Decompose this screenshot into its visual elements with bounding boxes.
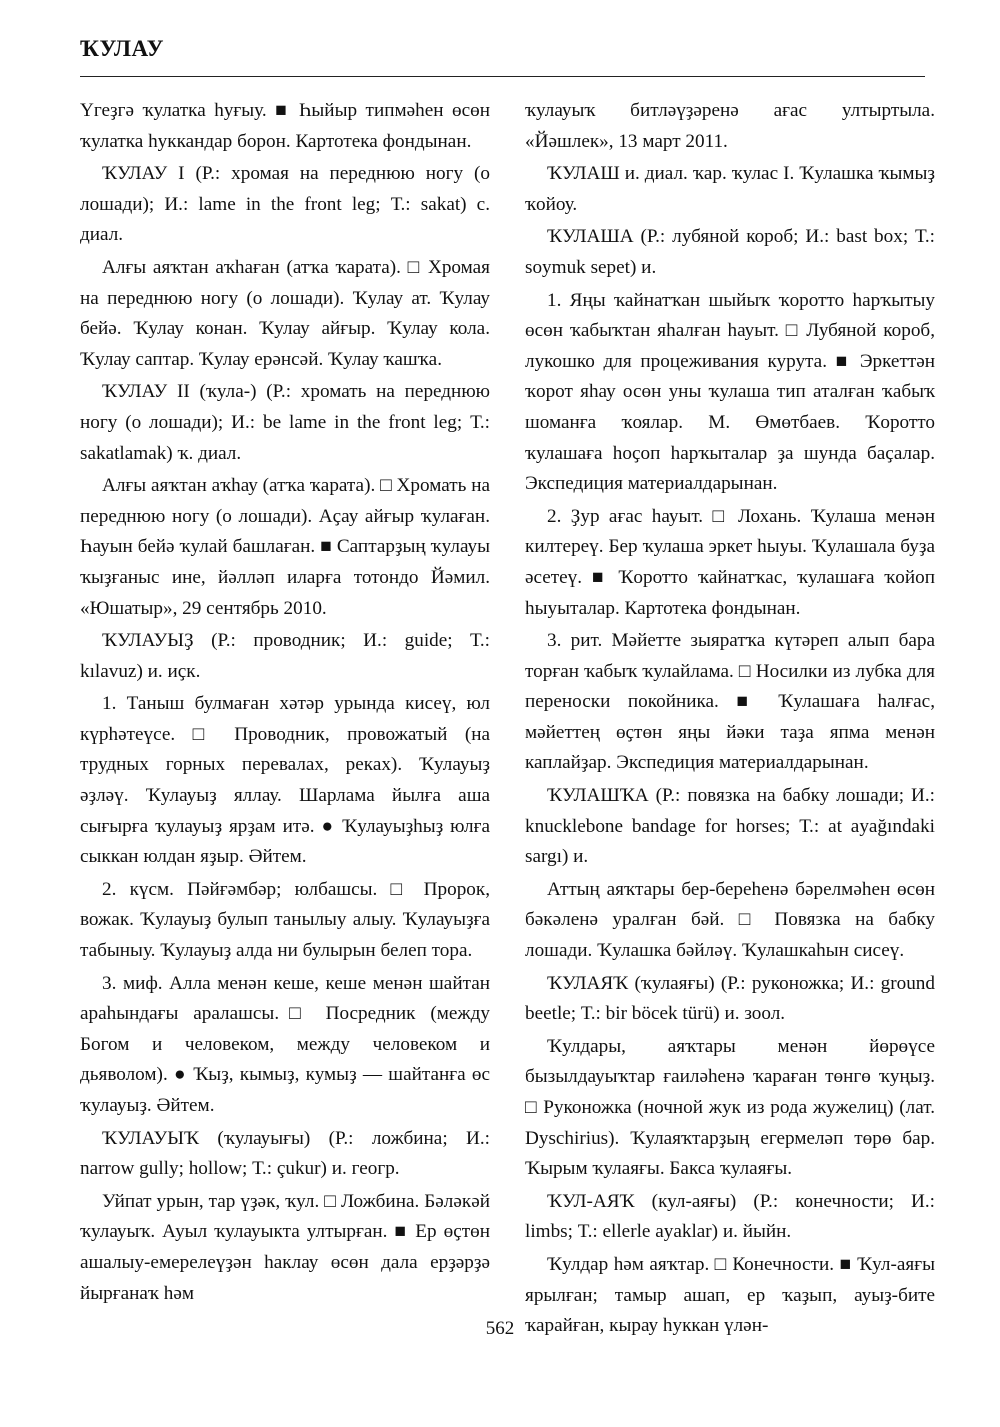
definition: Алғы аяҡтан аҡһау (атҡа ҡарата). □ Хромать на переднюю ногу (о лошади). Аҫау айғыр ҡулаған. Һауын бейә ҡулай башлаған. ■ Саптарҙың ҡулауы ҡыҙғаныс ине, йәлләп иларға тотондо Йәмил. «Юшатыр», 29 сентябрь 2010. <box>80 475 490 619</box>
entry-headword: ҠУЛАУ I (Р.: хромая на переднюю ногу (о лошади); И.: lame in the front leg; Т.: sakat) с. диал. <box>80 163 490 246</box>
definition: 2. Ҙур ағас һауыт. □ Лохань. Ҡулаша менән килтереү. Бер ҡулаша эркет һыуы. Ҡулашала буҙа әсетеү. ■ Ҡоротто ҡайнатҡас, ҡулашаға ҡойоп һыуыталар. Картотека фондынан. <box>525 505 935 619</box>
definition: 3. миф. Алла менән кеше, кеше менән шайтан араһындағы аралашсы.□ Посредник (между Богом и человеком, между человеком и дьяволом). ● Ҡыҙ, кымыҙ, кумыҙ — шайтанға өс ҡулауыҙ. Әйтем. <box>80 972 490 1116</box>
definition: 2. күсм. Пәйғәмбәр; юлбашсы. □ Пророк, вожак. Ҡулауыҙ булып танылыу алыу. Ҡулауыҙға табыныу. Ҡулауыҙ алда ни булырын белеп тора. <box>80 878 490 962</box>
definition: Уйпат урын, тар үҙәк, ҡул. □ Ложбина. Бәләкәй ҡулауыҡ. Ауыл ҡулауыкта ултырған. ■ Ер өҫтөн ашалыу-емерелеүҙән һаклау өсөн дала ерҙәрҙә йырғанаҡ һәм <box>80 1190 490 1304</box>
definition: Аттың аяҡтары бер-береһенә бәрелмәһен өсөн бәкәленә уралған бәй. □ Повязка на бабку лошади. Ҡулашка бәйләү. Ҡулашкаһын сисеү. <box>525 878 935 962</box>
paragraph: Үгеҙгә ҡулатка һуғыу. ■ Һыйыр типмәһен өсөн ҡулатка һуккандар борон. Картотека фондынан. <box>80 100 490 152</box>
definition: Алғы аяҡтан аҡһаған (атҡа ҡарата). □ Хромая на переднюю ногу (о лошади). Ҡулау ат. Ҡулау бейә. Ҡулау конан. Ҡулау айғыр. Ҡулау кола. Ҡулау саптар. Ҡулау ерәнсәй. Ҡулау ҡашҡа. <box>80 256 490 370</box>
entry-headword: ҠУЛ-АЯҠ (кул-аяғы) (Р.: конечности; И.: limbs; Т.: ellerle ayaklar) и. йыйн. <box>525 1190 935 1243</box>
running-head: ҠУЛАУ <box>80 36 165 61</box>
definition: 1. Таныш булмаған хәтәр урында кисеү, юл күрһәтеүсе. □ Проводник, провожатый (на трудных горных перевалах, реках). Ҡулауыҙ әҙләү. Ҡулауыҙ яллау. Шарлама йылға аша сығырға ҡулауыҙ ярҙам итә. ● Ҡулауыҙһыҙ юлға сыккан юлдан яҙыр. Әйтем. <box>80 693 490 868</box>
definition: Ҡулдары, аяҡтары менән йөрөүсе бызылдауыҡтар ғаиләһенә ҡараған төнгө ҡуңыҙ. □ Руконожка (ночной жук из рода жужелиц) (лат. Dyschirius). Ҡулаяҡтарҙың егермеләп төрө бар. Ҡырым ҡулаяғы. Бакса ҡулаяғы. <box>525 1035 935 1180</box>
definition: 1. Яңы ҡайнатҡан шыйыҡ ҡоротто һарҡытыу өсөн ҡабыҡтан яһалған һауыт. □ Лубяной короб, лукошко для процеживания курута. ■ Эркеттән ҡорот яһау осөн уны ҡулаша тип аталған ҡабыҡ шоманға ҡоялар. М. Өмөтбаев. Ҡоротто ҡулашаға һоҫоп һарҡыталар ҙа шунда баҫалар. Экспедиция материалдарынан. <box>525 289 935 495</box>
entry-headword: ҠУЛАУ II (ҡула-) (Р.: хромать на переднюю ногу (о лошади); И.: be lame in the front leg; Т.: sakatlamak) ҡ. диал. <box>80 381 490 464</box>
page-number: 562 <box>485 1318 515 1339</box>
definition: 3. рит. Мәйетте зыяратҡа күтәреп алып бара торған ҡабыҡ ҡулайлама. □ Носилки из лубка для переноски покойника. ■ Ҡулашаға һалғас, мәйеттең өҫтөн яңы йәки таҙа япма менән каплайҙар. Экспедиция материалдарынан. <box>525 630 935 774</box>
right-column <box>525 96 935 1344</box>
entry-headword: ҠУЛАШ и. диал. ҡар. ҡулас I. Ҡулашка ҡымыҙ ҡойоу. <box>525 163 935 215</box>
entry-headword: ҠУЛАШҠА (Р.: повязка на бабку лошади; И.: knucklebone bandage for horses; Т.: at ayağındaki sargı) и. <box>525 785 935 868</box>
entry-headword: ҠУЛАУЫҠ (ҡулауығы) (Р.: ложбина; И.: narrow gully; hollow; Т.: çukur) и. геогр. <box>80 1127 490 1180</box>
entry-headword: ҠУЛАША (Р.: лубяной короб; И.: bast box; Т.: soymuk sepet) и. <box>525 226 935 278</box>
entry-headword: ҠУЛАУЫҘ (Р.: проводник; И.: guide; Т.: kılavuz) и. иҫк. <box>80 630 490 682</box>
definition: Ҡулдар һәм аяҡтар. □ Конечности. ■ Ҡул-аяғы ярылған; тамыр ашап, ер ҡаҙып, ауыҙ-бите ҡарайған, кырау һуккан үлән- <box>525 1253 935 1337</box>
entry-headword: ҠУЛАЯҠ (ҡулаяғы) (Р.: руконожка; И.: ground beetle; Т.: bir böcek türü) и. зоол. <box>525 972 935 1025</box>
paragraph: ҡулауыҡ битләүҙәренә ағас ултыртыла. «Йәшлек», 13 март 2011. <box>525 100 935 152</box>
header-rule <box>80 76 925 77</box>
left-column <box>80 96 490 1311</box>
